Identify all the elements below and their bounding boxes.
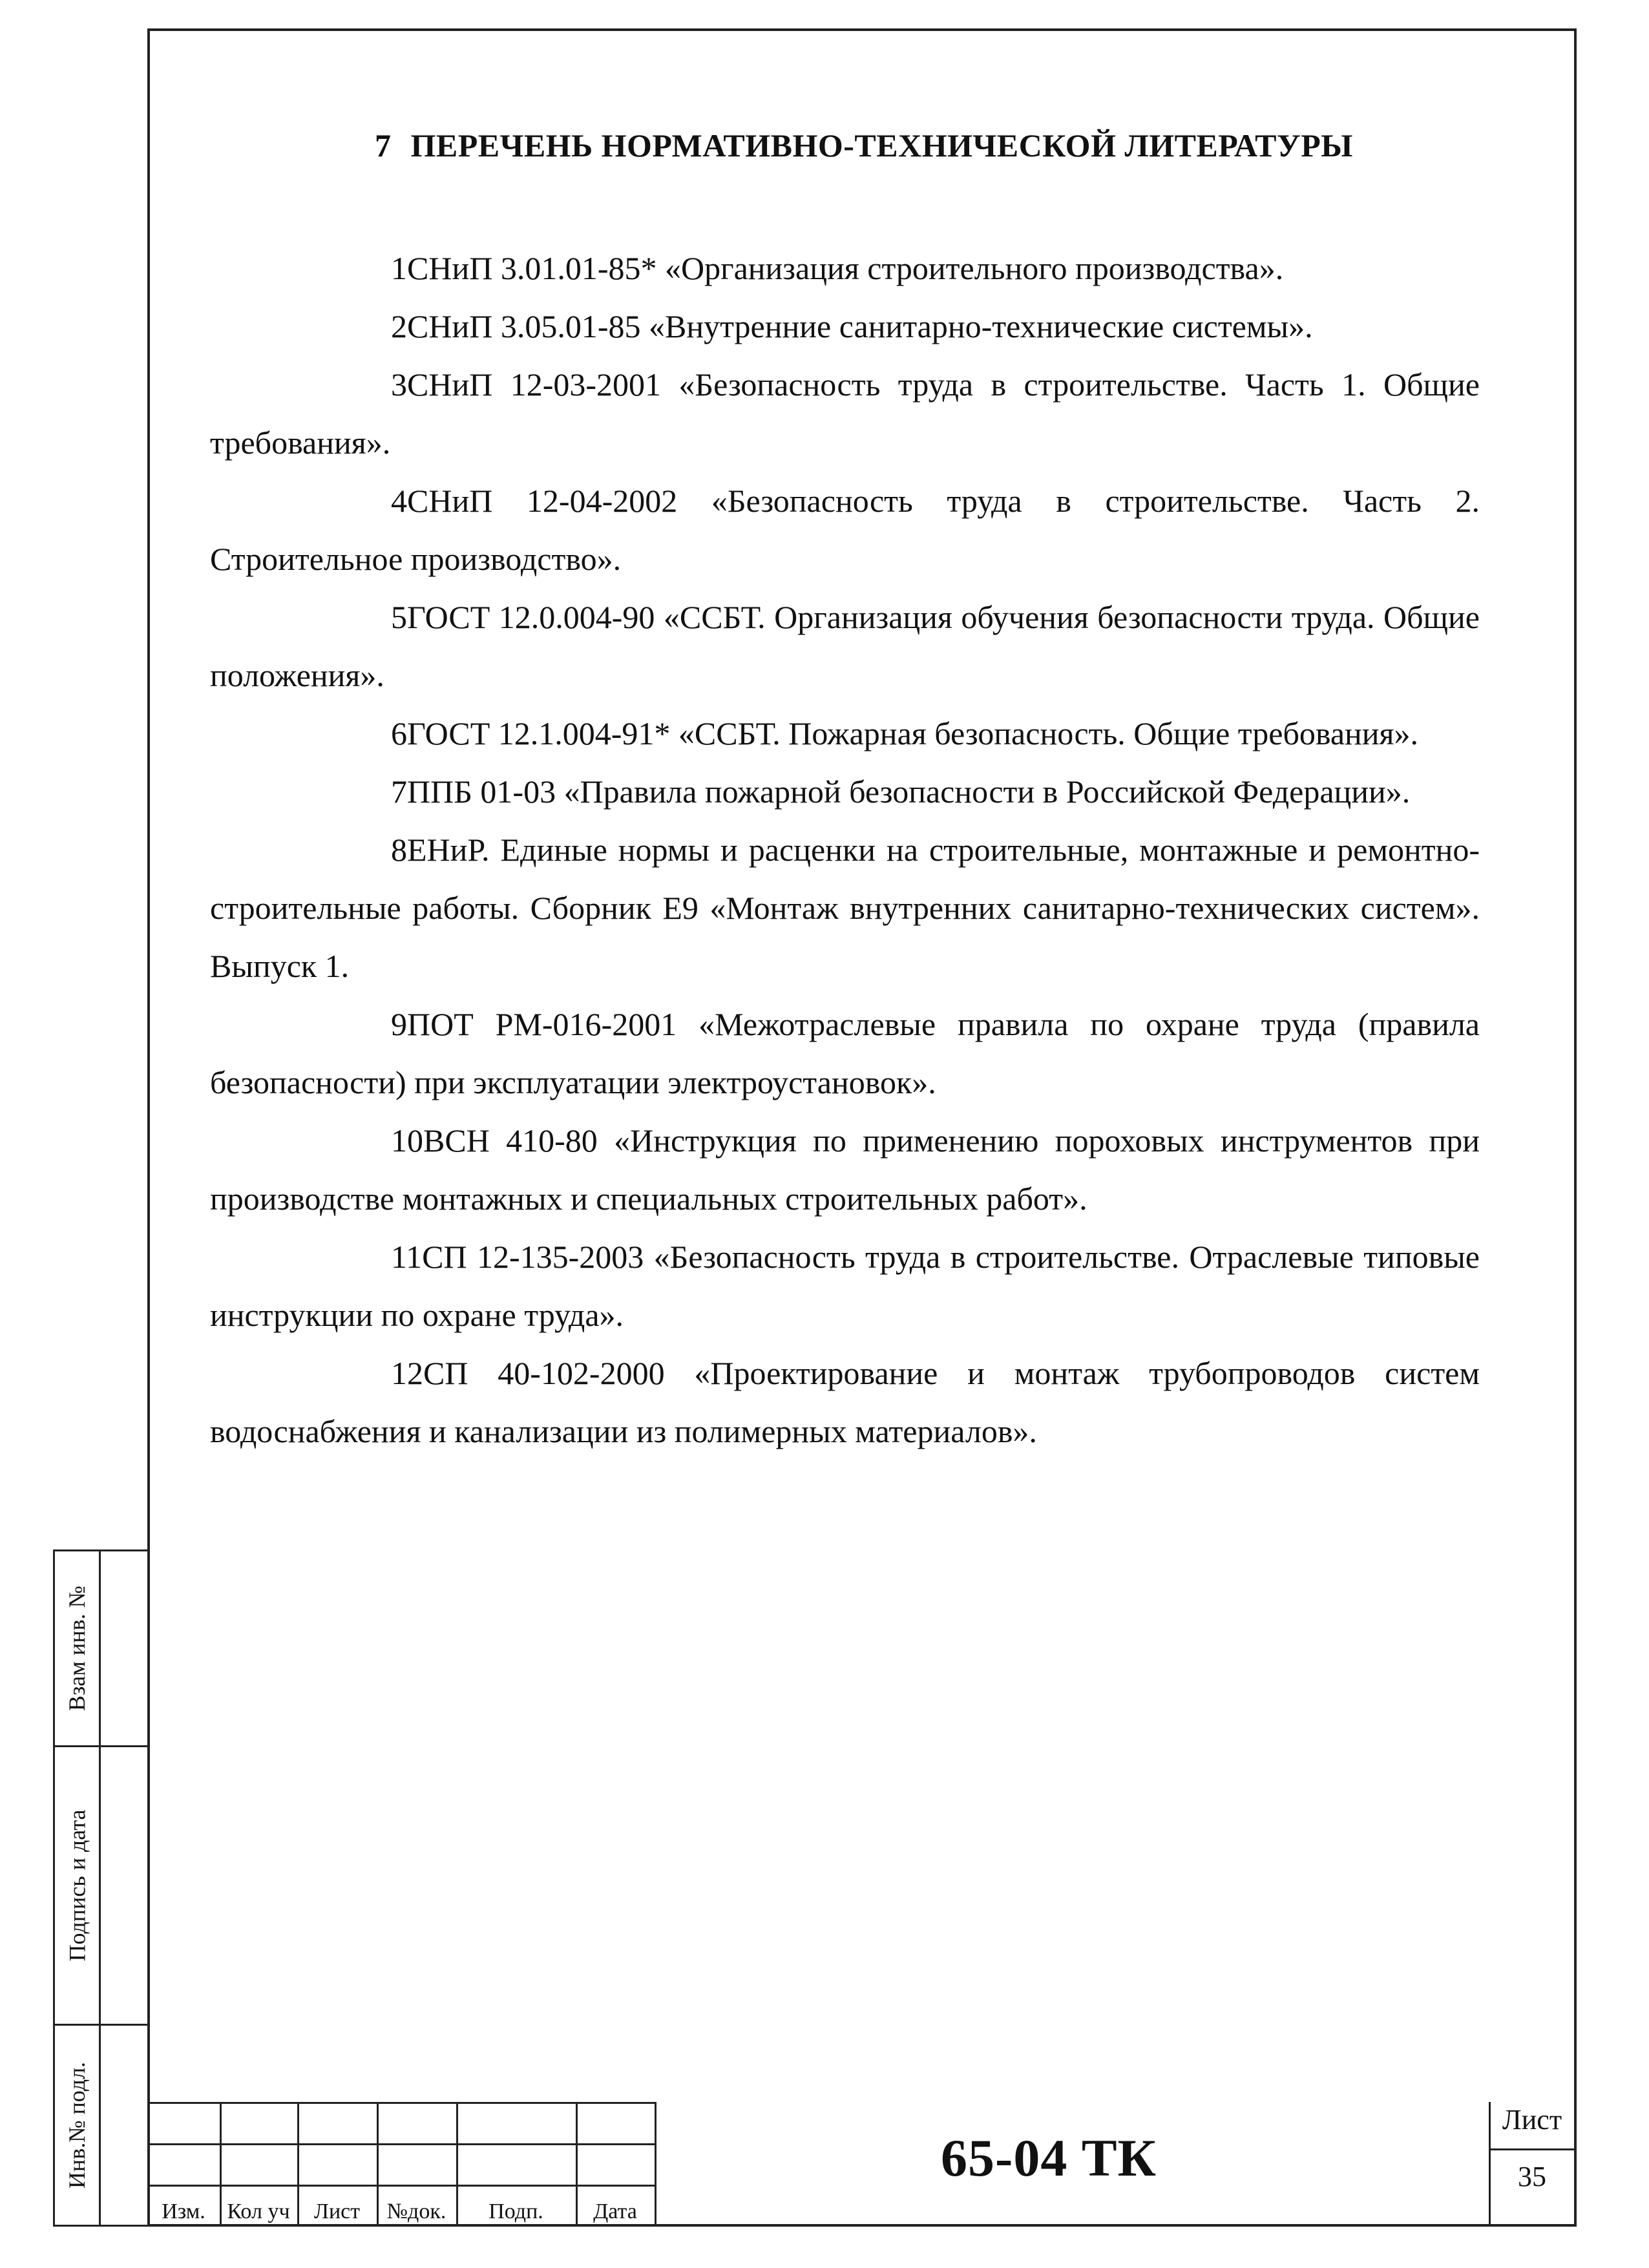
reference-text: ППБ 01-03 «Правила пожарной безопасности в Российской Федерации».: [407, 773, 1411, 810]
stamp-list: Лист: [313, 2200, 361, 2223]
section-heading: [375, 127, 1473, 164]
reference-item: [210, 355, 1480, 472]
document-number: 65-04 ТК: [941, 2128, 1157, 2187]
reference-number: 11: [391, 1239, 423, 1275]
reference-text: СП 12-135-2003 «Безопасность труда в строительстве. Отраслевые типовые инструкции по охране труда».: [210, 1239, 1480, 1333]
reference-number: 3: [391, 366, 407, 403]
reference-text: СНиП 12-03-2001 «Безопасность труда в строительстве. Часть 1. Общие требования».: [210, 366, 1480, 461]
reference-item: [210, 588, 1480, 704]
section-number: 7: [375, 127, 392, 163]
side-cell-inv: [53, 2024, 147, 2227]
reference-item: [210, 1111, 1480, 1228]
reference-list: [210, 239, 1480, 1460]
side-cell-vzam: [53, 1549, 147, 1747]
reference-item: [210, 297, 1480, 355]
title-block: [147, 2102, 1577, 2227]
reference-text: ЕНиР. Единые нормы и расценки на строительные, монтажные и ремонтно-строительные работы. Сборник Е9 «Монтаж внутренних санитарно-технических систем». Выпуск 1.: [210, 832, 1480, 984]
reference-item: [210, 1344, 1480, 1460]
reference-text: СП 40-102-2000 «Проектирование и монтаж трубопроводов систем водоснабжения и канализации из полимерных материалов».: [210, 1355, 1480, 1449]
reference-item: [210, 995, 1480, 1111]
side-cell-podpis: [53, 1745, 147, 2026]
reference-number: 10: [391, 1122, 423, 1159]
reference-number: 12: [391, 1355, 423, 1391]
side-margin-stamp: [53, 1549, 147, 2227]
side-label-podpis-data: Подпись и дата: [64, 1809, 90, 1962]
reference-item: [210, 239, 1480, 297]
reference-text: ВСН 410-80 «Инструкция по применению пороховых инструментов при производстве монтажных и специальных строительных работ».: [210, 1122, 1480, 1217]
reference-text: СНиП 3.05.01-85 «Внутренние санитарно-технические системы».: [407, 308, 1313, 344]
reference-number: 5: [391, 599, 407, 635]
stamp-izm: Изм.: [162, 2200, 205, 2223]
sheet-number: 35: [1518, 2161, 1546, 2192]
stamp-podp: Подп.: [488, 2200, 543, 2223]
reference-number: 7: [391, 773, 407, 810]
reference-number: 8: [391, 832, 407, 868]
reference-number: 6: [391, 715, 407, 751]
section-title: ПЕРЕЧЕНЬ НОРМАТИВНО-ТЕХНИЧЕСКОЙ ЛИТЕРАТУРЫ: [410, 127, 1353, 163]
reference-text: ГОСТ 12.0.004-90 «ССБТ. Организация обучения безопасности труда. Общие положения».: [210, 599, 1480, 693]
reference-number: 9: [391, 1006, 407, 1042]
stamp-kol-uch: Кол уч: [227, 2200, 290, 2223]
reference-number: 1: [391, 250, 407, 286]
reference-text: ПОТ РМ-016-2001 «Межотраслевые правила по охране труда (правила безопасности) при эксплуатации электроустановок».: [210, 1006, 1480, 1100]
reference-item: [210, 821, 1480, 995]
reference-number: 4: [391, 483, 407, 519]
reference-text: СНиП 12-04-2002 «Безопасность труда в строительстве. Часть 2. Строительное производство».: [210, 483, 1480, 577]
reference-number: 2: [391, 308, 407, 344]
stamp-data: Дата: [593, 2200, 637, 2223]
reference-text: ГОСТ 12.1.004-91* «ССБТ. Пожарная безопасность. Общие требования».: [407, 715, 1419, 751]
side-label-inv-podl: Инв.№ подл.: [64, 2061, 90, 2189]
stamp-n-dok: №док.: [386, 2200, 446, 2223]
sheet-label: Лист: [1502, 2104, 1562, 2136]
reference-item: [210, 762, 1480, 821]
reference-item: [210, 1228, 1480, 1344]
reference-text: СНиП 3.01.01-85* «Организация строительного производства».: [407, 250, 1284, 286]
reference-item: [210, 472, 1480, 588]
side-label-vzam-inv: Взам инв. №: [64, 1586, 90, 1711]
reference-item: [210, 704, 1480, 762]
